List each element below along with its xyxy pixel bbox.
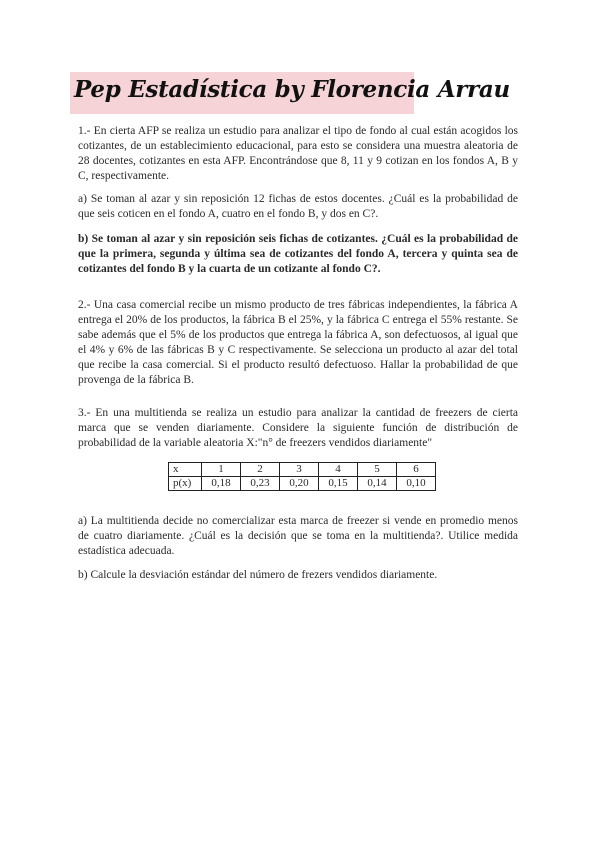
table-header-x: x bbox=[169, 463, 202, 477]
table-header-p: p(x) bbox=[169, 477, 202, 491]
table-cell: 4 bbox=[319, 463, 358, 477]
question-3-intro: 3.- En una multitienda se realiza un estudio para analizar la cantidad de freezers de cierta marca que se venden diariamente. Considere la siguiente función de distribución de probabilidad de la variable aleatoria X:"n° de freezers vendidos diariamente" bbox=[78, 407, 518, 449]
question-1-intro: 1.- En cierta AFP se realiza un estudio para analizar el tipo de fondo al cual están acogidos los cotizantes, de un establecimiento educacional, para esto se considera una muestra aleatoria de 28 docentes, cotizantes en esta AFP. Encontrándose que 8, 11 y 9 cotizan en los fondos A, B y C, respectivamente. bbox=[78, 125, 518, 182]
table-cell: 0,18 bbox=[202, 477, 241, 491]
table-cell: 2 bbox=[241, 463, 280, 477]
table-cell: 0,15 bbox=[319, 477, 358, 491]
question-2: 2.- Una casa comercial recibe un mismo producto de tres fábricas independientes, la fábrica A entrega el 20% de los productos, la fábrica B el 25%, y la fábrica C entrega el 55% restante. Se sabe además que el 5% de los productos que entrega la fábrica A, son defectuosos, al igual que el 4% y 6% de las fábricas B y C respectivamente. Se selecciona un producto al azar del total que recibe la casa comercial. Si el producto resultó defectuoso. Hallar la probabilidad de que provenga de la fábrica B. bbox=[78, 299, 518, 386]
table-cell: 0,20 bbox=[280, 477, 319, 491]
question-1a: a) Se toman al azar y sin reposición 12 fichas de estos docentes. ¿Cuál es la probabilidad de que seis coticen en el fondo A, cuatro en el fondo B, y dos en C?. bbox=[78, 193, 518, 220]
table-cell: 1 bbox=[202, 463, 241, 477]
table-cell: 5 bbox=[358, 463, 397, 477]
question-1b: b) Se toman al azar y sin reposición seis fichas de cotizantes. ¿Cuál es la probabilidad de que la primera, segunda y última sea de cotizantes del fondo A, tercera y quinta sea de cotizantes del fondo B y la cuarta de un cotizante al fondo C?. bbox=[78, 233, 518, 275]
question-3a: a) La multitienda decide no comercializar esta marca de freezer si vende en promedio menos de cuatro diariamente. ¿Cuál es la decisión que se toma en la multitienda?. Utilice medida estadística adecuada. bbox=[78, 515, 518, 557]
table-row-x bbox=[169, 463, 436, 477]
table-cell: 0,23 bbox=[241, 477, 280, 491]
probability-table bbox=[168, 462, 436, 491]
table-cell: 3 bbox=[280, 463, 319, 477]
page-title: Pep Estadística by Florencia Arrau bbox=[74, 76, 510, 103]
table-row-p bbox=[169, 477, 436, 491]
table-cell: 6 bbox=[397, 463, 436, 477]
table-cell: 0,14 bbox=[358, 477, 397, 491]
table-cell: 0,10 bbox=[397, 477, 436, 491]
question-3b: b) Calcule la desviación estándar del número de frezers vendidos diariamente. bbox=[78, 569, 438, 581]
